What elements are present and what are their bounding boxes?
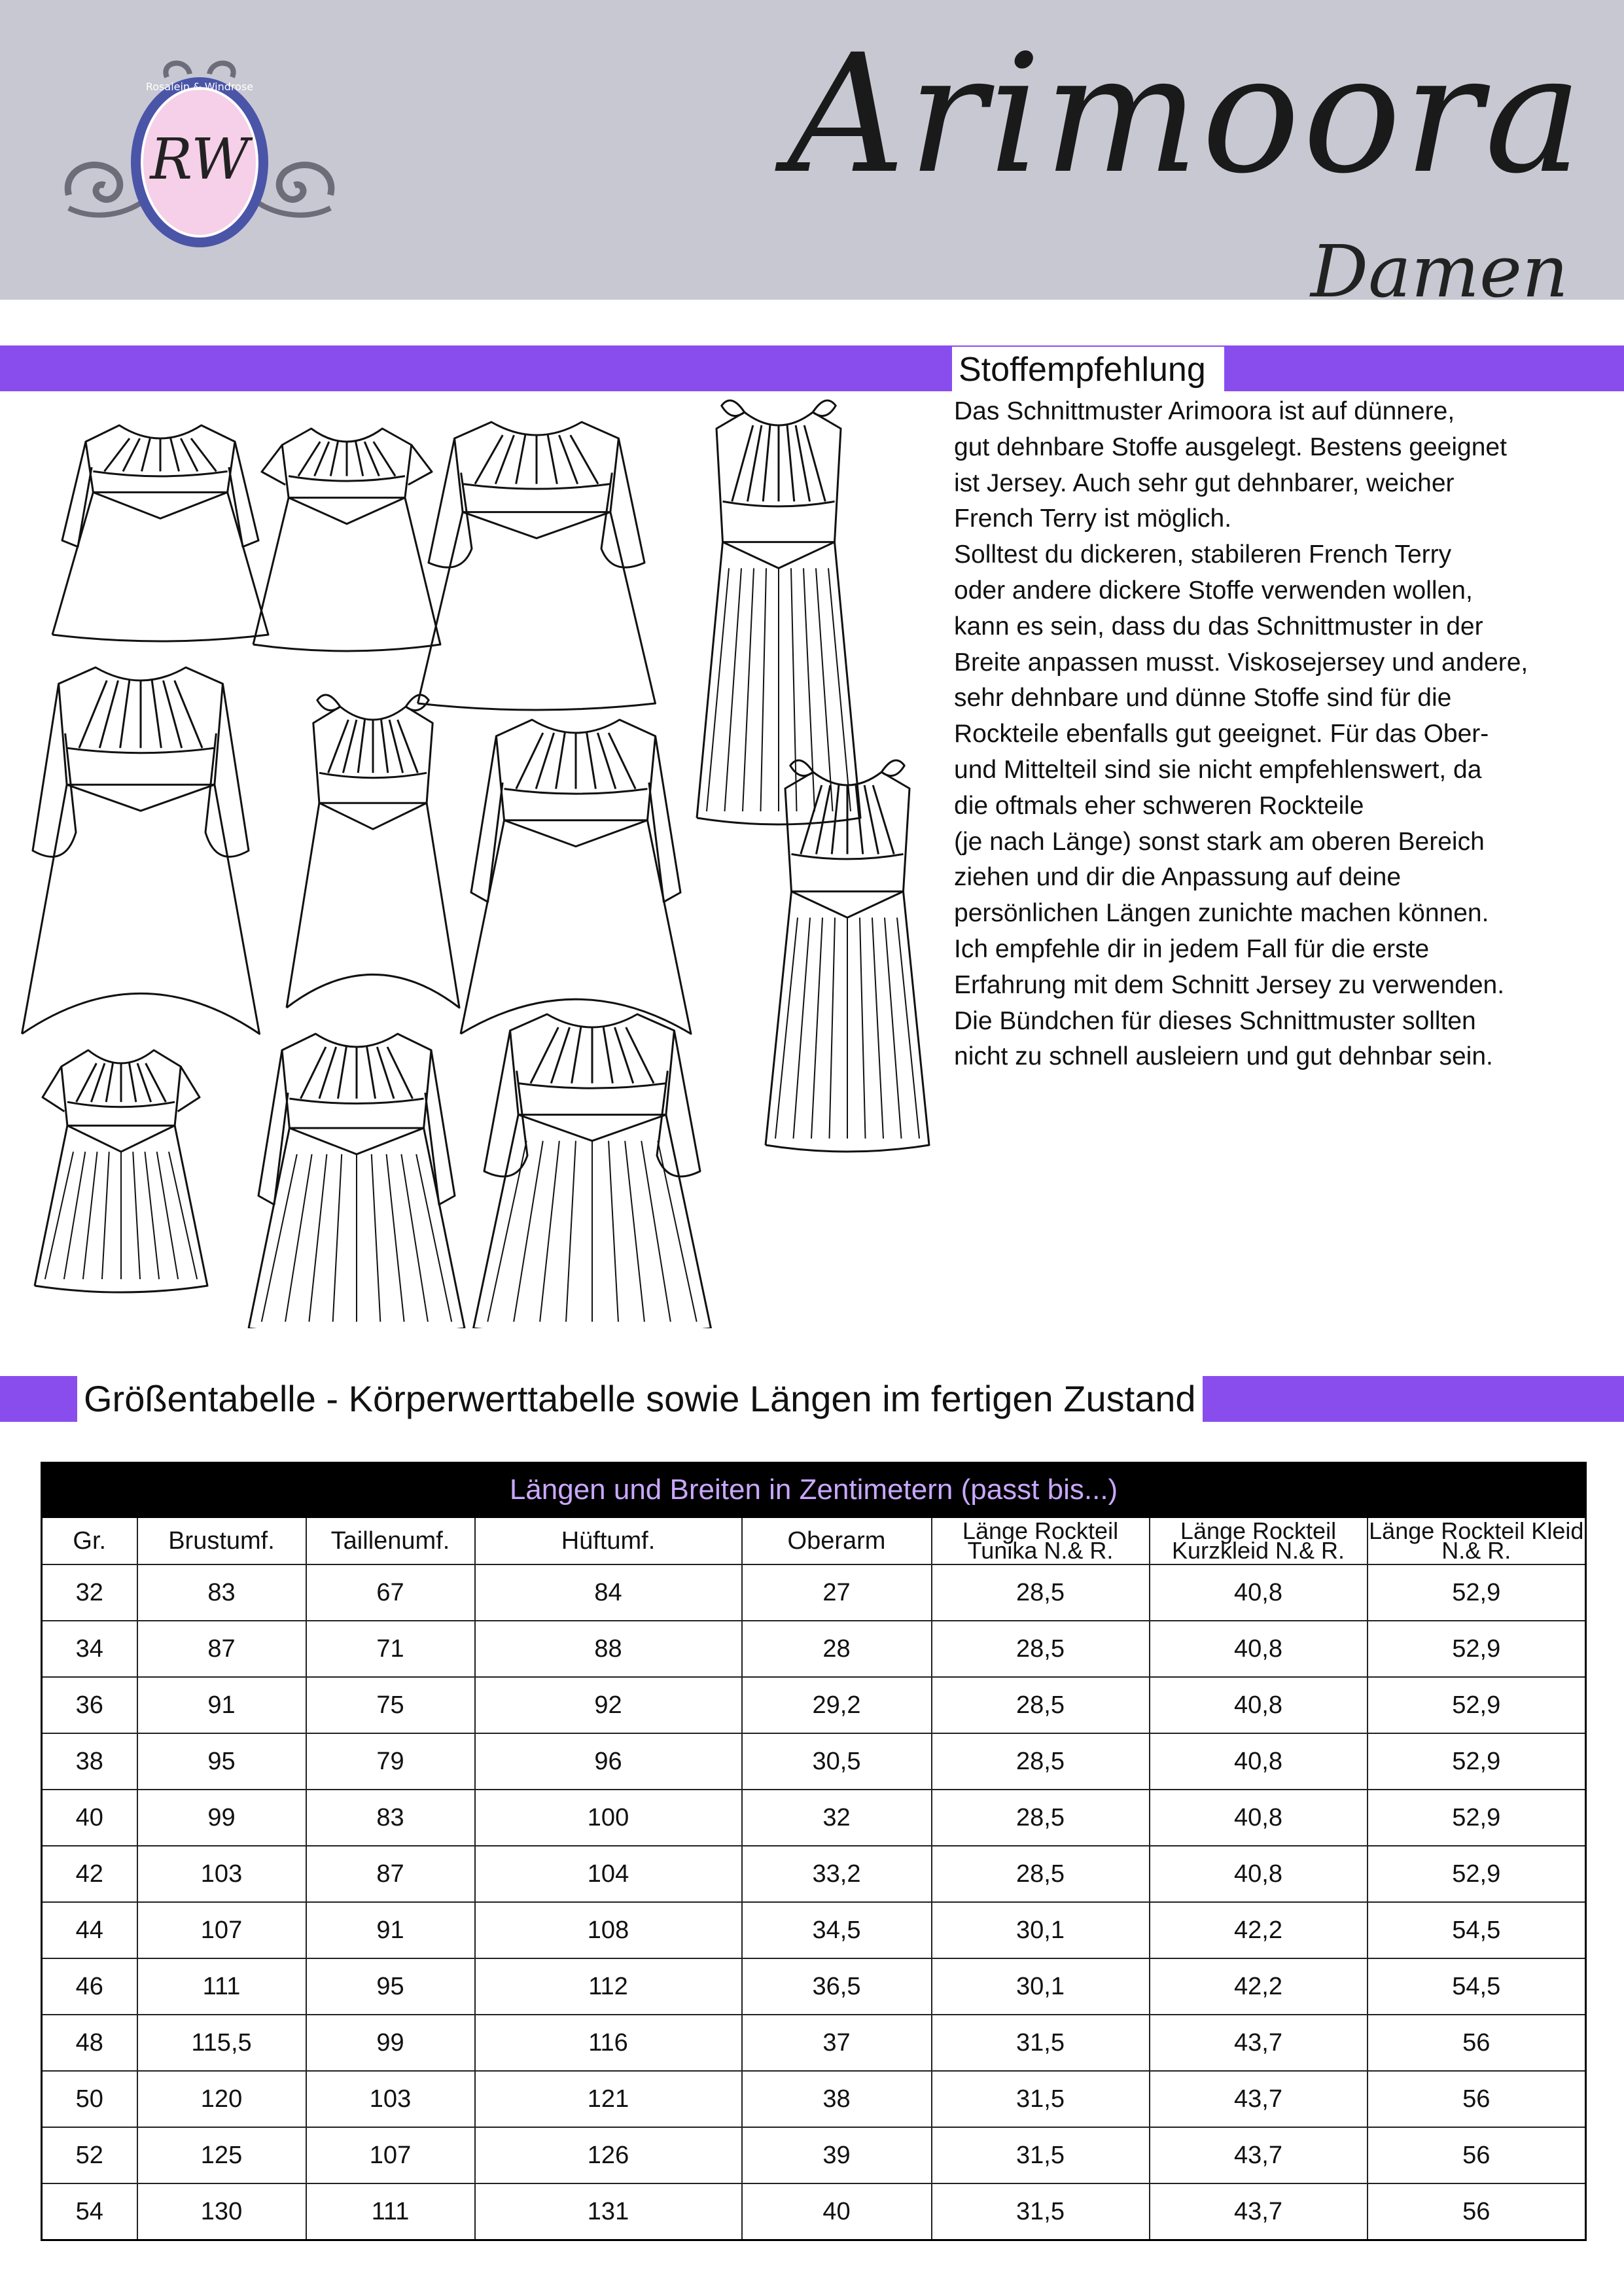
table-cell: 40,8: [1150, 1846, 1368, 1902]
table-cell: 28,5: [932, 1564, 1150, 1621]
dress-sketch-icon: [418, 422, 656, 710]
fabric-line: oder andere dickere Stoffe verwenden wollen,: [954, 576, 1473, 605]
table-cell: 83: [137, 1564, 306, 1621]
table-cell: 115,5: [137, 2015, 306, 2071]
table-cell: 33,2: [742, 1846, 932, 1902]
dress-sketches-icon: [7, 393, 949, 1328]
table-cell: 111: [306, 2183, 475, 2240]
table-cell: 30,1: [932, 1902, 1150, 1958]
table-cell: 46: [42, 1958, 137, 2015]
table-cell: 43,7: [1150, 2071, 1368, 2127]
dress-sketch-icon: [697, 400, 860, 824]
logo-ring-text: Rosalein & Windrose: [145, 80, 254, 93]
table-cell: 36: [42, 1677, 137, 1733]
table-cell: 56: [1368, 2015, 1586, 2071]
fabric-line: und Mittelteil sind sie nicht empfehlenswert, da: [954, 755, 1482, 784]
dress-sketch-icon: [253, 429, 440, 651]
table-row: [42, 1902, 1586, 1958]
table-cell: 31,5: [932, 2015, 1150, 2071]
table-cell: 32: [42, 1564, 137, 1621]
table-cell: 38: [742, 2071, 932, 2127]
fabric-line: kann es sein, dass du das Schnittmuster in der: [954, 612, 1483, 641]
fabric-line: persönlichen Längen zunichte machen können.: [954, 899, 1489, 928]
fabric-line: sehr dehnbare und dünne Stoffe sind für die: [954, 684, 1452, 713]
table-cell: 130: [137, 2183, 306, 2240]
table-cell: 84: [475, 1564, 742, 1621]
table-cell: 28,5: [932, 1621, 1150, 1677]
table-cell: 108: [475, 1902, 742, 1958]
table-cell: 30,1: [932, 1958, 1150, 2015]
table-cell: 131: [475, 2183, 742, 2240]
table-cell: 111: [137, 1958, 306, 2015]
table-cell: 103: [306, 2071, 475, 2127]
table-cell: 75: [306, 1677, 475, 1733]
table-cell: 52,9: [1368, 1677, 1586, 1733]
table-cell: 44: [42, 1902, 137, 1958]
brand-logo: [56, 58, 344, 260]
table-cell: 56: [1368, 2071, 1586, 2127]
table-cell: 32: [742, 1790, 932, 1846]
table-row: [42, 1958, 1586, 2015]
table-cell: 31,5: [932, 2127, 1150, 2183]
table-cell: 99: [306, 2015, 475, 2071]
table-row: [42, 2015, 1586, 2071]
table-cell: 28: [742, 1621, 932, 1677]
logo-monogram: RW: [150, 127, 249, 192]
dress-sketch-icon: [474, 1014, 711, 1328]
table-cell: 43,7: [1150, 2183, 1368, 2240]
table-cell: 92: [475, 1677, 742, 1733]
table-cell: 71: [306, 1621, 475, 1677]
fabric-line: Die Bündchen für dieses Schnittmuster sollten: [954, 1006, 1476, 1035]
table-cell: 36,5: [742, 1958, 932, 2015]
table-cell: 48: [42, 2015, 137, 2071]
table-cell: 120: [137, 2071, 306, 2127]
table-cell: 54: [42, 2183, 137, 2240]
table-cell: 40: [42, 1790, 137, 1846]
table-cell: 28,5: [932, 1677, 1150, 1733]
table-cell: 91: [306, 1902, 475, 1958]
table-cell: 31,5: [932, 2183, 1150, 2240]
table-cell: 91: [137, 1677, 306, 1733]
table-cell: 112: [475, 1958, 742, 2015]
column-header: Länge Rockteil Kurzkleid N.& R.: [1150, 1517, 1368, 1565]
table-cell: 52: [42, 2127, 137, 2183]
table-cell: 121: [475, 2071, 742, 2127]
table-cell: 40,8: [1150, 1564, 1368, 1621]
table-cell: 52,9: [1368, 1733, 1586, 1790]
table-row: [42, 1564, 1586, 1621]
table-cell: 37: [742, 2015, 932, 2071]
table-cell: 52,9: [1368, 1564, 1586, 1621]
table-cell: 95: [306, 1958, 475, 2015]
table-row: [42, 1790, 1586, 1846]
table-cell: 52,9: [1368, 1846, 1586, 1902]
table-cell: 28,5: [932, 1846, 1150, 1902]
fabric-line: ziehen und dir die Anpassung auf deine: [954, 863, 1402, 892]
table-cell: 43,7: [1150, 2127, 1368, 2183]
fabric-line: ist Jersey. Auch sehr gut dehnbarer, weicher: [954, 468, 1455, 497]
table-cell: 34,5: [742, 1902, 932, 1958]
table-cell: 30,5: [742, 1733, 932, 1790]
table-cell: 79: [306, 1733, 475, 1790]
table-cell: 40,8: [1150, 1790, 1368, 1846]
table-cell: 100: [475, 1790, 742, 1846]
table-caption: Längen und Breiten in Zentimetern (passt bis...): [42, 1463, 1586, 1517]
table-cell: 67: [306, 1564, 475, 1621]
dress-sketch-icon: [766, 760, 929, 1152]
table-cell: 83: [306, 1790, 475, 1846]
table-cell: 87: [306, 1846, 475, 1902]
table-cell: 42,2: [1150, 1902, 1368, 1958]
table-cell: 31,5: [932, 2071, 1150, 2127]
table-cell: 43,7: [1150, 2015, 1368, 2071]
column-header: Länge Rockteil Tunika N.& R.: [932, 1517, 1150, 1565]
table-row: [42, 1621, 1586, 1677]
fabric-line: Breite anpassen musst. Viskosejersey und andere,: [954, 648, 1528, 677]
fabric-line: Ich empfehle dir in jedem Fall für die erste: [954, 934, 1430, 963]
accent-bar-fabric: [0, 345, 1624, 391]
table-caption-row: [42, 1463, 1586, 1517]
column-header: Taillenumf.: [306, 1517, 475, 1565]
table-cell: 116: [475, 2015, 742, 2071]
fabric-line: Erfahrung mit dem Schnitt Jersey zu verwenden.: [954, 970, 1505, 999]
table-cell: 96: [475, 1733, 742, 1790]
fabric-line: nicht zu schnell ausleiern und gut dehnbar sein.: [954, 1042, 1493, 1071]
size-table: [41, 1462, 1587, 2241]
table-cell: 28,5: [932, 1790, 1150, 1846]
column-header: Länge Rockteil Kleid N.& R.: [1368, 1517, 1586, 1565]
table-cell: 126: [475, 2127, 742, 2183]
fabric-line: Solltest du dickeren, stabileren French Terry: [954, 540, 1452, 569]
fabric-line: (je nach Länge) sonst stark am oberen Bereich: [954, 827, 1485, 856]
table-cell: 54,5: [1368, 1902, 1586, 1958]
table-cell: 104: [475, 1846, 742, 1902]
table-cell: 50: [42, 2071, 137, 2127]
dress-sketch-icon: [249, 1034, 465, 1328]
column-header: Gr.: [42, 1517, 137, 1565]
table-cell: 95: [137, 1733, 306, 1790]
table-cell: 56: [1368, 2127, 1586, 2183]
fabric-line: French Terry ist möglich.: [954, 504, 1232, 533]
table-row: [42, 1846, 1586, 1902]
table-row: [42, 2183, 1586, 2240]
fabric-line: Das Schnittmuster Arimoora ist auf dünnere,: [954, 397, 1455, 425]
table-row: [42, 2127, 1586, 2183]
table-row: [42, 2071, 1586, 2127]
table-cell: 28,5: [932, 1733, 1150, 1790]
table-cell: 40: [742, 2183, 932, 2240]
table-cell: 99: [137, 1790, 306, 1846]
table-row: [42, 1733, 1586, 1790]
table-cell: 38: [42, 1733, 137, 1790]
table-cell: 107: [306, 2127, 475, 2183]
table-cell: 52,9: [1368, 1790, 1586, 1846]
table-cell: 40,8: [1150, 1621, 1368, 1677]
table-cell: 107: [137, 1902, 306, 1958]
dress-sketch-icon: [461, 720, 691, 1034]
table-cell: 56: [1368, 2183, 1586, 2240]
dress-sketch-icon: [22, 667, 260, 1034]
column-header: Oberarm: [742, 1517, 932, 1565]
table-cell: 88: [475, 1621, 742, 1677]
pattern-subtitle: Damen: [1310, 230, 1568, 313]
fabric-heading: Stoffempfehlung: [952, 347, 1224, 393]
column-header: Hüftumf.: [475, 1517, 742, 1565]
table-cell: 42,2: [1150, 1958, 1368, 2015]
column-header: Brustumf.: [137, 1517, 306, 1565]
table-cell: 103: [137, 1846, 306, 1902]
table-cell: 40,8: [1150, 1677, 1368, 1733]
table-cell: 52,9: [1368, 1621, 1586, 1677]
table-cell: 87: [137, 1621, 306, 1677]
dress-sketch-icon: [35, 1050, 207, 1292]
pattern-title: Arimoora: [787, 19, 1585, 209]
table-row: [42, 1677, 1586, 1733]
table-cell: 29,2: [742, 1677, 932, 1733]
dress-sketch-icon: [52, 425, 268, 641]
table-cell: 54,5: [1368, 1958, 1586, 2015]
fabric-line: Rockteile ebenfalls gut geeignet. Für das Ober-: [954, 720, 1489, 749]
table-cell: 40,8: [1150, 1733, 1368, 1790]
fabric-line: gut dehnbare Stoffe ausgelegt. Bestens geeignet: [954, 433, 1507, 461]
table-cell: 34: [42, 1621, 137, 1677]
fabric-text: [954, 394, 1602, 1075]
table-cell: 42: [42, 1846, 137, 1902]
dress-sketch-icon: [287, 695, 459, 1008]
fabric-line: die oftmals eher schweren Rockteile: [954, 791, 1364, 820]
table-cell: 39: [742, 2127, 932, 2183]
size-table-heading: Größentabelle - Körperwerttabelle sowie Längen im fertigen Zustand: [77, 1376, 1203, 1422]
table-cell: 27: [742, 1564, 932, 1621]
table-cell: 125: [137, 2127, 306, 2183]
table-header-row: [42, 1517, 1586, 1565]
